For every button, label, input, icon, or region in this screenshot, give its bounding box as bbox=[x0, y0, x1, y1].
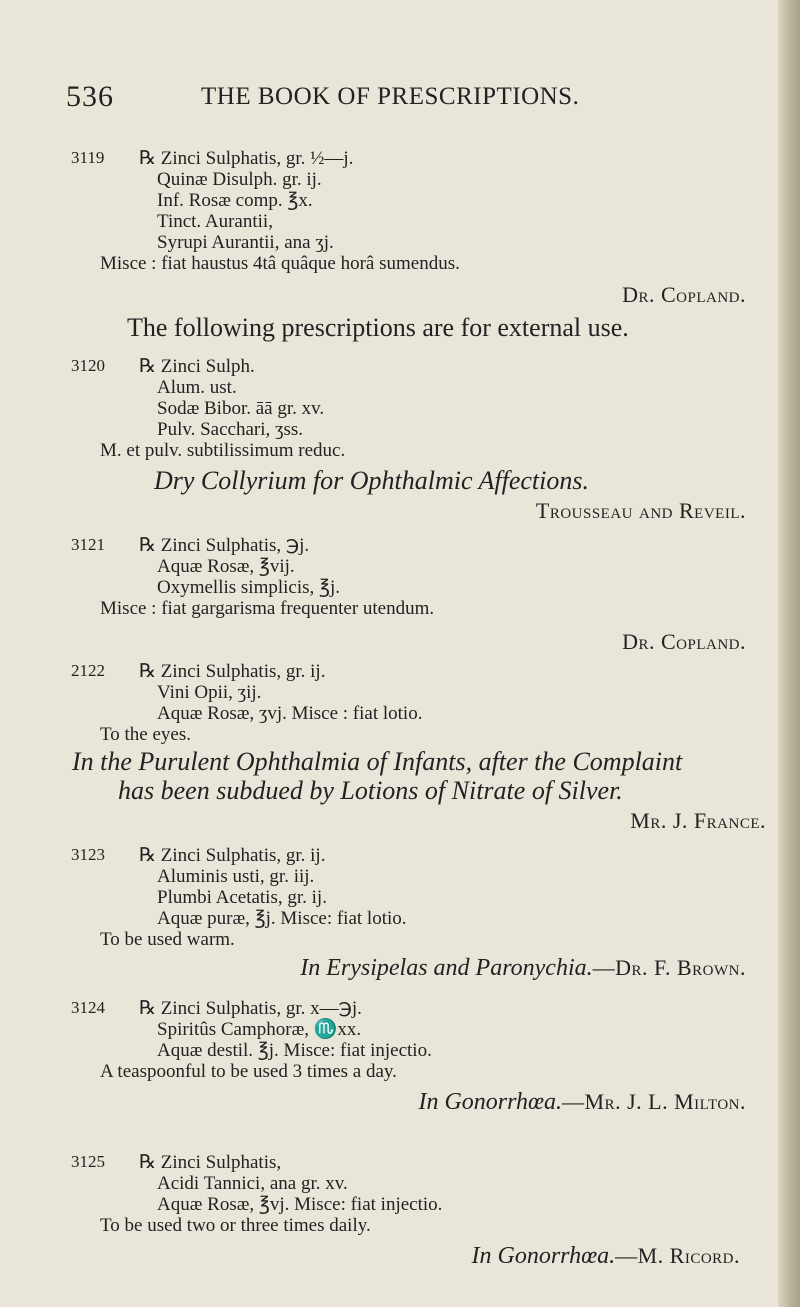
prescription-number: 3121 bbox=[71, 535, 105, 554]
ingredient-line: ℞ Zinci Sulphatis, gr. ½—j. bbox=[139, 148, 354, 169]
ingredient-line: ℞ Zinci Sulphatis, bbox=[139, 1152, 282, 1173]
ingredient-line: Aquæ Rosæ, ℥vj. Misce: fiat injectio. bbox=[157, 1194, 443, 1215]
author: Dr. Copland. bbox=[622, 282, 746, 307]
ingredient-line: ℞ Zinci Sulphatis, ℈j. bbox=[139, 535, 310, 556]
heading-and-author bbox=[418, 1089, 746, 1116]
ingredient-line: Aquæ destil. ℥j. Misce: fiat injectio. bbox=[157, 1040, 432, 1061]
ingredient-line: Aquæ Rosæ, ʒvj. Misce : fiat lotio. bbox=[157, 703, 423, 724]
author: Dr. Copland. bbox=[622, 629, 746, 654]
ingredient-line: ℞ Zinci Sulphatis, gr. x—℈j. bbox=[139, 998, 362, 1019]
external-use-note: The following prescriptions are for external use. bbox=[127, 313, 629, 342]
prescription-number: 2122 bbox=[71, 661, 105, 680]
ingredient-line: Plumbi Acetatis, gr. ij. bbox=[157, 887, 327, 908]
ingredient-line: Spiritûs Camphoræ, ♏xx. bbox=[157, 1019, 362, 1040]
directions: A teaspoonful to be used 3 times a day. bbox=[100, 1061, 397, 1082]
section-heading-line-2: has been subdued by Lotions of Nitrate of Silver. bbox=[118, 776, 623, 805]
ingredient-line: ℞ Zinci Sulphatis, gr. ij. bbox=[139, 661, 326, 682]
prescription-number: 3123 bbox=[71, 845, 105, 864]
ingredient-line: Vini Opii, ʒij. bbox=[157, 682, 262, 703]
prescription-number: 3124 bbox=[71, 998, 105, 1017]
ingredient-line: Syrupi Aurantii, ana ʒj. bbox=[157, 232, 334, 253]
prescription-heading: In Erysipelas and Paronychia. bbox=[300, 955, 593, 981]
ingredient-line: Aluminis usti, gr. iij. bbox=[157, 866, 315, 887]
ingredient-line: Aquæ puræ, ℥j. Misce: fiat lotio. bbox=[157, 908, 407, 929]
section-author: Mr. J. France. bbox=[630, 808, 766, 833]
ingredient-line: Acidi Tannici, ana gr. xv. bbox=[157, 1173, 348, 1194]
prescription-number: 3125 bbox=[71, 1152, 105, 1171]
ingredient-line: Pulv. Sacchari, ʒss. bbox=[157, 419, 303, 440]
author: —M. Ricord. bbox=[615, 1243, 740, 1268]
ingredient-line: ℞ Zinci Sulphatis, gr. ij. bbox=[139, 845, 326, 866]
ingredient-line: Sodæ Bibor. āā gr. xv. bbox=[157, 398, 325, 419]
ingredient-line: Quinæ Disulph. gr. ij. bbox=[157, 169, 322, 190]
section-heading-line-1: In the Purulent Ophthalmia of Infants, after the Complaint bbox=[72, 747, 683, 776]
directions: To the eyes. bbox=[100, 724, 192, 745]
directions: To be used warm. bbox=[100, 929, 235, 950]
author: —Dr. F. Brown. bbox=[592, 955, 746, 980]
author: Trousseau and Reveil. bbox=[535, 498, 746, 523]
ingredient-line: Oxymellis simplicis, ℥j. bbox=[157, 577, 341, 598]
ingredient-line: Inf. Rosæ comp. ℥x. bbox=[157, 190, 313, 211]
directions: M. et pulv. subtilissimum reduc. bbox=[100, 440, 346, 461]
directions: To be used two or three times daily. bbox=[100, 1215, 371, 1236]
prescription-heading: In Gonorrhœa. bbox=[418, 1089, 563, 1115]
page-number: 536 bbox=[66, 80, 114, 113]
prescription-heading: Dry Collyrium for Ophthalmic Affections. bbox=[154, 466, 589, 495]
directions: Misce : fiat haustus 4tâ quâque horâ sumendus. bbox=[100, 253, 460, 274]
prescription-number: 3120 bbox=[71, 356, 105, 375]
ingredient-line: Alum. ust. bbox=[157, 377, 237, 398]
prescription-heading: In Gonorrhœa. bbox=[471, 1243, 616, 1269]
heading-and-author bbox=[300, 955, 746, 982]
heading-and-author bbox=[472, 1243, 740, 1270]
author: —Mr. J. L. Milton. bbox=[562, 1089, 746, 1114]
directions: Misce : fiat gargarisma frequenter utendum. bbox=[100, 598, 435, 619]
ingredient-line: Aquæ Rosæ, ℥vij. bbox=[157, 556, 295, 577]
running-title: THE BOOK OF PRESCRIPTIONS. bbox=[201, 83, 580, 110]
page-edge-shadow bbox=[778, 0, 800, 1307]
ingredient-line: Tinct. Aurantii, bbox=[157, 211, 273, 232]
ingredient-line: ℞ Zinci Sulph. bbox=[139, 356, 255, 377]
page-header bbox=[66, 80, 766, 120]
prescription-number: 3119 bbox=[71, 148, 105, 167]
